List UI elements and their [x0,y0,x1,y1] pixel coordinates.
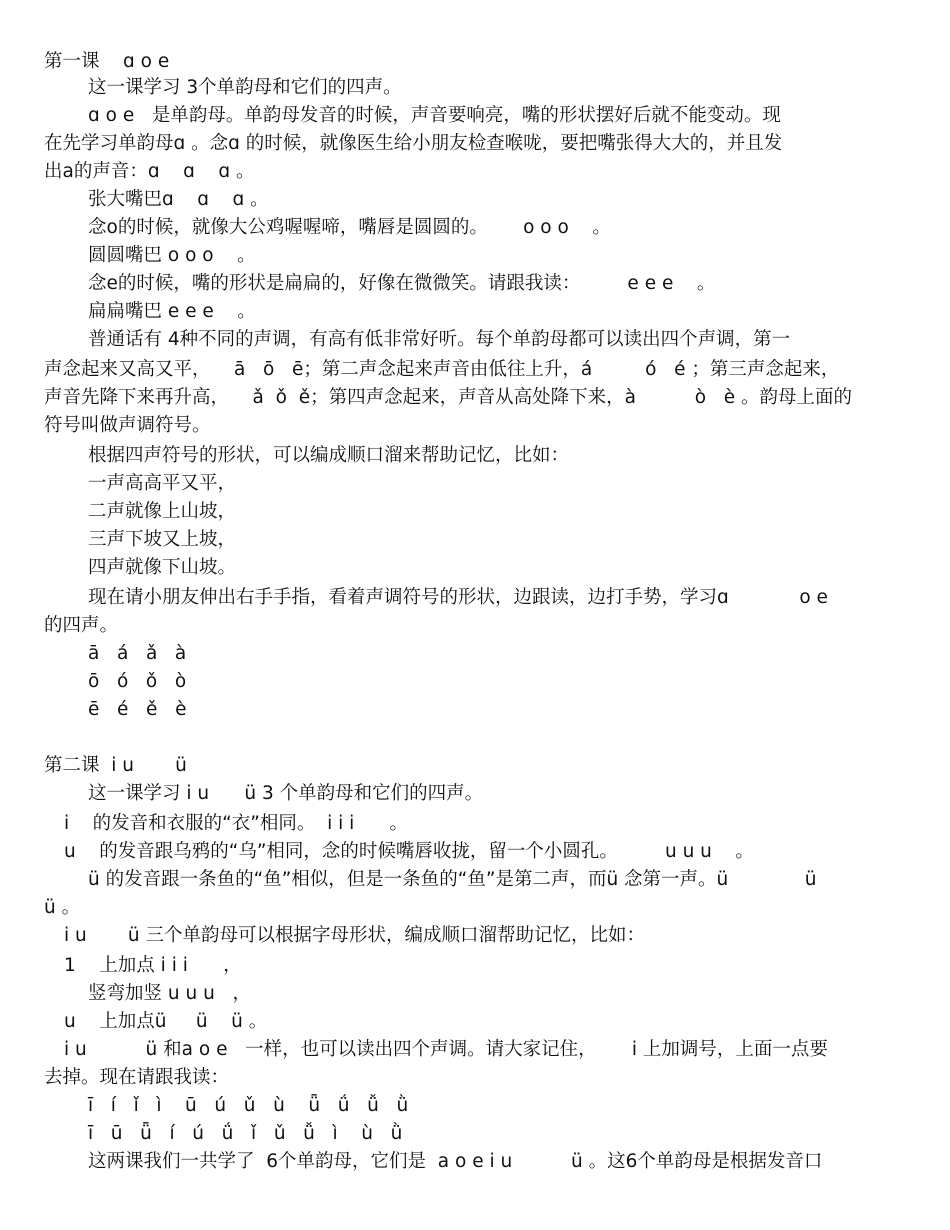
paragraph-line: 圆圆嘴巴 o o o 。 [88,245,256,266]
tone-row: ō ó ǒ ò [88,671,187,692]
paragraph-line: ɑ o e 是单韵母。单韵母发音的时候，声音要响亮，嘴的形状摆好后就不能变动。现 [88,105,781,126]
verse-line: u 上加点ü ü ü 。 [64,1011,268,1032]
paragraph-line: i 的发音和衣服的“衣”相同。 i i i 。 [64,813,409,834]
lesson2-title: 第二课 i u ü [44,755,187,776]
paragraph-line: 声念起来又高又平， ā ō ē；第二声念起来声音由低往上升，á ó é ；第三声念起来， [44,359,840,380]
paragraph-line: 声音先降下来再升高， ǎ ǒ ě；第四声念起来，声音从高处降下来，à ò è 。韵母上面的 [44,387,852,408]
paragraph-line: i u ü 和a o e 一样，也可以读出四个声调。请大家记住， i 上加调号，上面一点要 [64,1039,828,1060]
verse-line: 二声就像上山坡， [88,501,237,522]
verse-line: 四声就像下山坡。 [88,557,237,578]
paragraph-line: ü 的发音跟一条鱼的“鱼”相似，但是一条鱼的“鱼”是第二声，而ü 念第一声。ü ü [88,869,817,890]
paragraph-line: 念o的时候，就像大公鸡喔喔啼，嘴唇是圆圆的。 o o o 。 [88,217,611,238]
lesson1-title: 第一课 ɑ o e [44,51,170,72]
paragraph-line: 根据四声符号的形状，可以编成顺口溜来帮助记忆，比如： [88,445,570,466]
paragraph-line: ü 。 [44,897,81,918]
paragraph-line: 这一课学习 3个单韵母和它们的四声。 [88,77,402,98]
paragraph-line: 在先学习单韵母ɑ 。念ɑ 的时候，就像医生给小朋友检查喉咙，要把嘴张得大大的，并且发 [44,133,783,154]
paragraph-line: u 的发音跟乌鸦的“乌”相同，念的时候嘴唇收拢，留一个小圆孔。 u u u 。 [64,841,754,862]
verse-line: 三声下坡又上坡， [88,529,237,550]
tone-row: ē é ě è [88,699,187,720]
verse-line: 一声高高平又平， [88,473,237,494]
tone-row: ā á ǎ à [88,643,187,664]
paragraph-line: 这一课学习 i u ü 3 个单韵母和它们的四声。 [88,783,484,804]
paragraph-line: 的四声。 [44,615,119,636]
verse-line: 1 上加点 i i i ， [64,955,242,976]
paragraph-line: 现在请小朋友伸出右手手指，看着声调符号的形状，边跟读，边打手势，学习ɑ o e [88,587,828,608]
paragraph-line: 去掉。现在请跟我读： [44,1067,230,1088]
paragraph-line: 这两课我们一共学了 6个单韵母，它们是 a o e i u ü 。这6个单韵母是根据发音口 [88,1151,823,1172]
tone-row: ī í ǐ ì ū ú ǔ ù ǖ ǘ ǚ ǜ [88,1095,409,1116]
paragraph-line: 出a的声音：ɑ ɑ ɑ 。 [44,161,255,182]
verse-line: 竖弯加竖 u u u ， [88,983,251,1004]
paragraph-line: 普通话有 4种不同的声调，有高有低非常好听。每个单韵母都可以读出四个声调，第一 [88,329,791,350]
paragraph-line: 念e的时候，嘴的形状是扁扁的，好像在微微笑。请跟我读： e e e 。 [88,273,716,294]
tone-row: ī ū ǖ í ú ǘ ǐ ǔ ǚ ì ù ǜ [88,1123,403,1144]
paragraph-line: 符号叫做声调符号。 [44,415,211,436]
paragraph-line: 张大嘴巴ɑ ɑ ɑ 。 [88,189,269,210]
paragraph-line: 扁扁嘴巴 e e e 。 [88,301,256,322]
paragraph-line: i u ü 三个单韵母可以根据字母形状，编成顺口溜帮助记忆，比如： [64,925,646,946]
